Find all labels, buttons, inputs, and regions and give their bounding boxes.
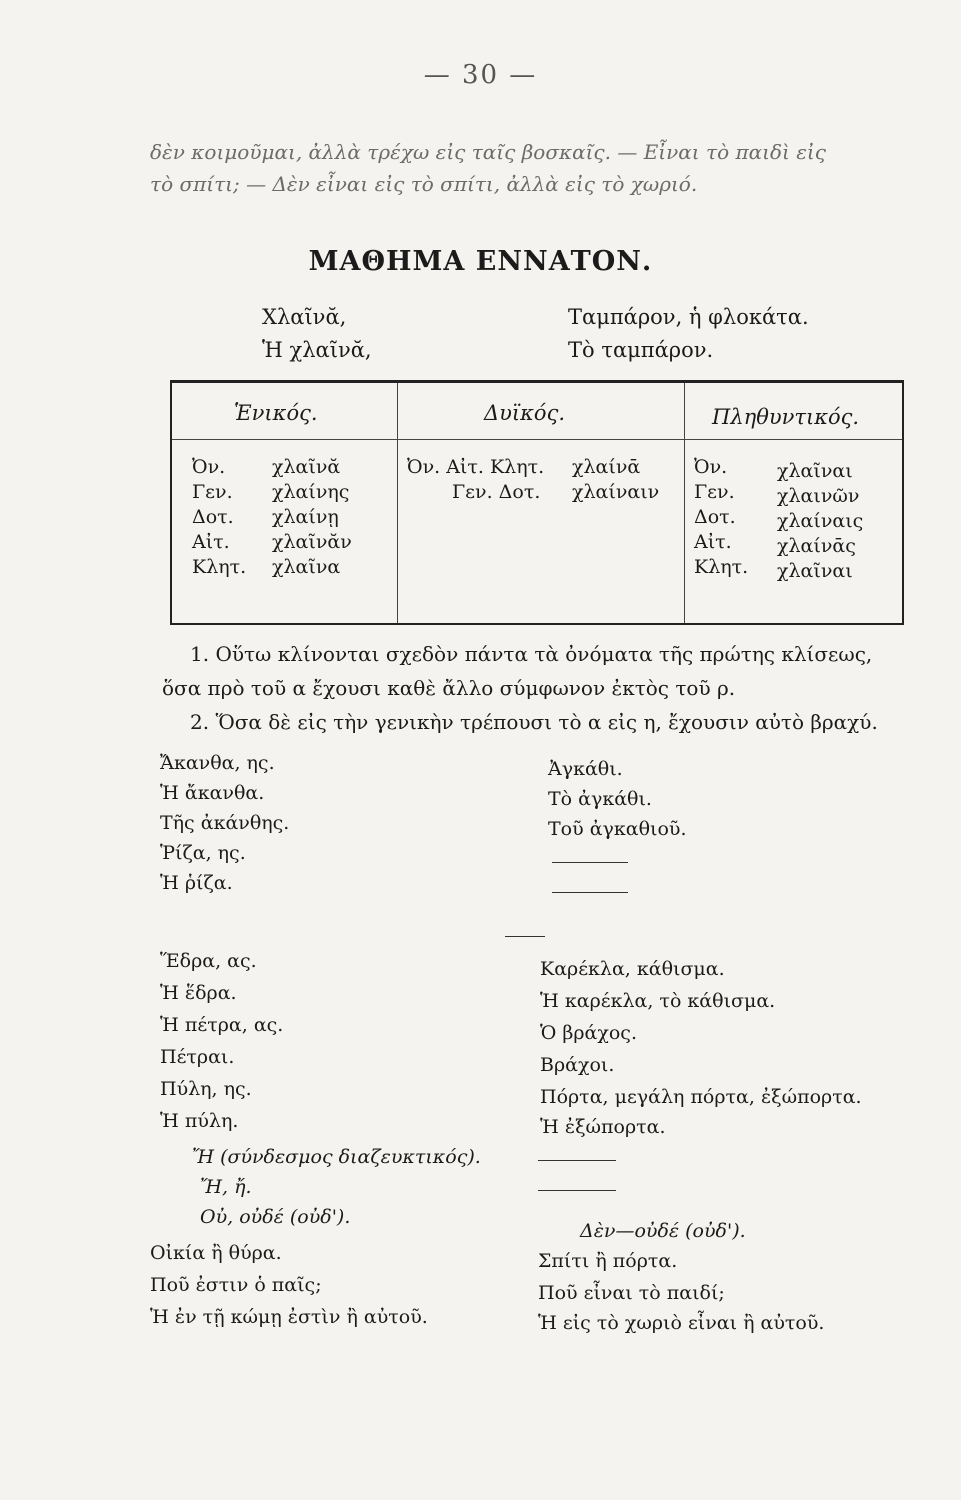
top-text-line-1: δὲν κοιμοῦμαι, ἀλλὰ τρέχω εἰς ταῖς βοσκαῖς. — Εἶναι τὸ παιδὶ εἰς: [150, 140, 826, 164]
vocab-translation: Βράχοι.: [540, 1054, 615, 1076]
singular-case: Γεν.: [192, 481, 233, 503]
table-column-divider-2: [684, 383, 685, 623]
vocab-item: Ἕδρα, ας.: [160, 950, 257, 972]
dual-form: χλαίνᾱ: [572, 456, 641, 478]
rule: [538, 1190, 616, 1191]
example-sentence: Ποῦ ἐστιν ὁ παῖς;: [150, 1274, 322, 1296]
singular-form: χλαῖνᾰ: [272, 456, 341, 478]
vocab-item: Ῥίζα, ης.: [160, 842, 246, 864]
vocab-item: Ἡ πέτρα, ας.: [160, 1014, 284, 1036]
plural-case: Αἰτ.: [694, 531, 732, 553]
conjunction-forms: Ἤ, ἤ.: [200, 1176, 252, 1198]
vocab-left-1: Χλαῖνᾰ,: [262, 305, 347, 329]
header-dual: Δυϊκός.: [484, 401, 566, 425]
negation-heading: Οὐ, οὐδέ (οὐδ').: [200, 1206, 351, 1228]
dual-cases: Ὀν. Αἰτ. Κλητ.: [407, 456, 545, 478]
vocab-item: Ἡ πύλη.: [160, 1110, 239, 1132]
vocab-item: Ἡ ῥίζα.: [160, 872, 233, 894]
vocab-left-2: Ἡ χλαῖνᾰ,: [262, 338, 372, 362]
singular-form: χλαίνῃ: [272, 506, 339, 528]
note-1-line-2: ὅσα πρὸ τοῦ α ἔχουσι καθὲ ἄλλο σύμφωνον ἐκτὸς τοῦ ρ.: [162, 676, 736, 700]
top-text-line-2: τὸ σπίτι; — Δὲν εἶναι εἰς τὸ σπίτι, ἀλλὰ εἰς τὸ χωριό.: [150, 172, 698, 196]
plural-form: χλαῖναι: [777, 460, 853, 482]
vocab-item: Ἡ ἄκανθα.: [160, 782, 265, 804]
example-translation: Ποῦ εἶναι τὸ παιδί;: [538, 1282, 725, 1304]
page-number: — 30 —: [423, 60, 538, 90]
plural-case: Κλητ.: [694, 556, 749, 578]
singular-case: Κλητ.: [192, 556, 247, 578]
singular-case: Δοτ.: [192, 506, 234, 528]
vocab-translation: Τὸ ἀγκάθι.: [548, 788, 652, 810]
dual-form: χλαίναιν: [572, 481, 660, 503]
vocab-translation: Καρέκλα, κάθισμα.: [540, 958, 725, 980]
lesson-title: ΜΑΘΗΜΑ ΕΝΝΑΤΟΝ.: [308, 246, 653, 277]
rule: [538, 1160, 616, 1161]
vocab-translation: Πόρτα, μεγάλη πόρτα, ἐξώπορτα.: [540, 1086, 862, 1108]
vocab-translation: Τοῦ ἀγκαθιοῦ.: [548, 818, 687, 840]
vocab-right-1: Ταμπάρον, ἡ φλοκάτα.: [568, 305, 809, 329]
note-2: 2. Ὅσα δὲ εἰς τὴν γενικὴν τρέπουσι τὸ α εἰς η, ἔχουσιν αὐτὸ βραχύ.: [190, 710, 878, 734]
singular-case: Ὀν.: [192, 456, 226, 478]
singular-form: χλαῖνα: [272, 556, 341, 578]
singular-case: Αἰτ.: [192, 531, 230, 553]
conjunction-heading: Ἤ (σύνδεσμος διαζευκτικός).: [192, 1146, 481, 1168]
vocab-item: Πέτραι.: [160, 1046, 235, 1068]
plural-form: χλαίνᾱς: [777, 535, 856, 557]
plural-case: Ὀν.: [694, 456, 728, 478]
vocab-translation: Ὁ βράχος.: [540, 1022, 637, 1044]
plural-form: χλαινῶν: [777, 485, 860, 507]
vocab-translation: Ἡ καρέκλα, τὸ κάθισμα.: [540, 990, 776, 1012]
plural-form: χλαίναις: [777, 510, 864, 532]
plural-case: Δοτ.: [694, 506, 736, 528]
table-header-rule: [172, 439, 902, 440]
vocab-item: Ἡ ἕδρα.: [160, 982, 237, 1004]
vocab-right-2: Τὸ ταμπάρον.: [568, 338, 714, 362]
table-column-divider-1: [397, 383, 398, 623]
singular-form: χλαῖνᾰν: [272, 531, 352, 553]
singular-form: χλαίνης: [272, 481, 350, 503]
negation-translation: Δὲν—οὐδέ (οὐδ').: [580, 1220, 746, 1242]
rule: [505, 936, 545, 937]
dual-cases: Γεν. Δοτ.: [452, 481, 541, 503]
vocab-item: Ἄκανθα, ης.: [160, 752, 275, 774]
declension-table: [170, 380, 904, 625]
header-plural: Πληθυντικός.: [712, 405, 860, 429]
vocab-item: Τῆς ἀκάνθης.: [160, 812, 290, 834]
example-sentence: Ἡ ἐν τῇ κώμῃ ἐστὶν ἢ αὐτοῦ.: [150, 1306, 428, 1328]
example-translation: Σπίτι ἢ πόρτα.: [538, 1250, 678, 1272]
header-singular: Ἑνικός.: [234, 401, 318, 425]
plural-form: χλαῖναι: [777, 560, 853, 582]
vocab-item: Πύλη, ης.: [160, 1078, 252, 1100]
rule: [552, 892, 628, 893]
vocab-translation: Ἀγκάθι.: [548, 758, 623, 780]
example-translation: Ἡ εἰς τὸ χωριὸ εἶναι ἢ αὐτοῦ.: [538, 1312, 825, 1334]
example-sentence: Οἰκία ἢ θύρα.: [150, 1242, 282, 1264]
plural-case: Γεν.: [694, 481, 735, 503]
note-1-line-1: 1. Οὕτω κλίνονται σχεδὸν πάντα τὰ ὀνόματα τῆς πρώτης κλίσεως,: [190, 642, 873, 666]
vocab-translation: Ἡ ἐξώπορτα.: [540, 1116, 666, 1138]
rule: [552, 862, 628, 863]
